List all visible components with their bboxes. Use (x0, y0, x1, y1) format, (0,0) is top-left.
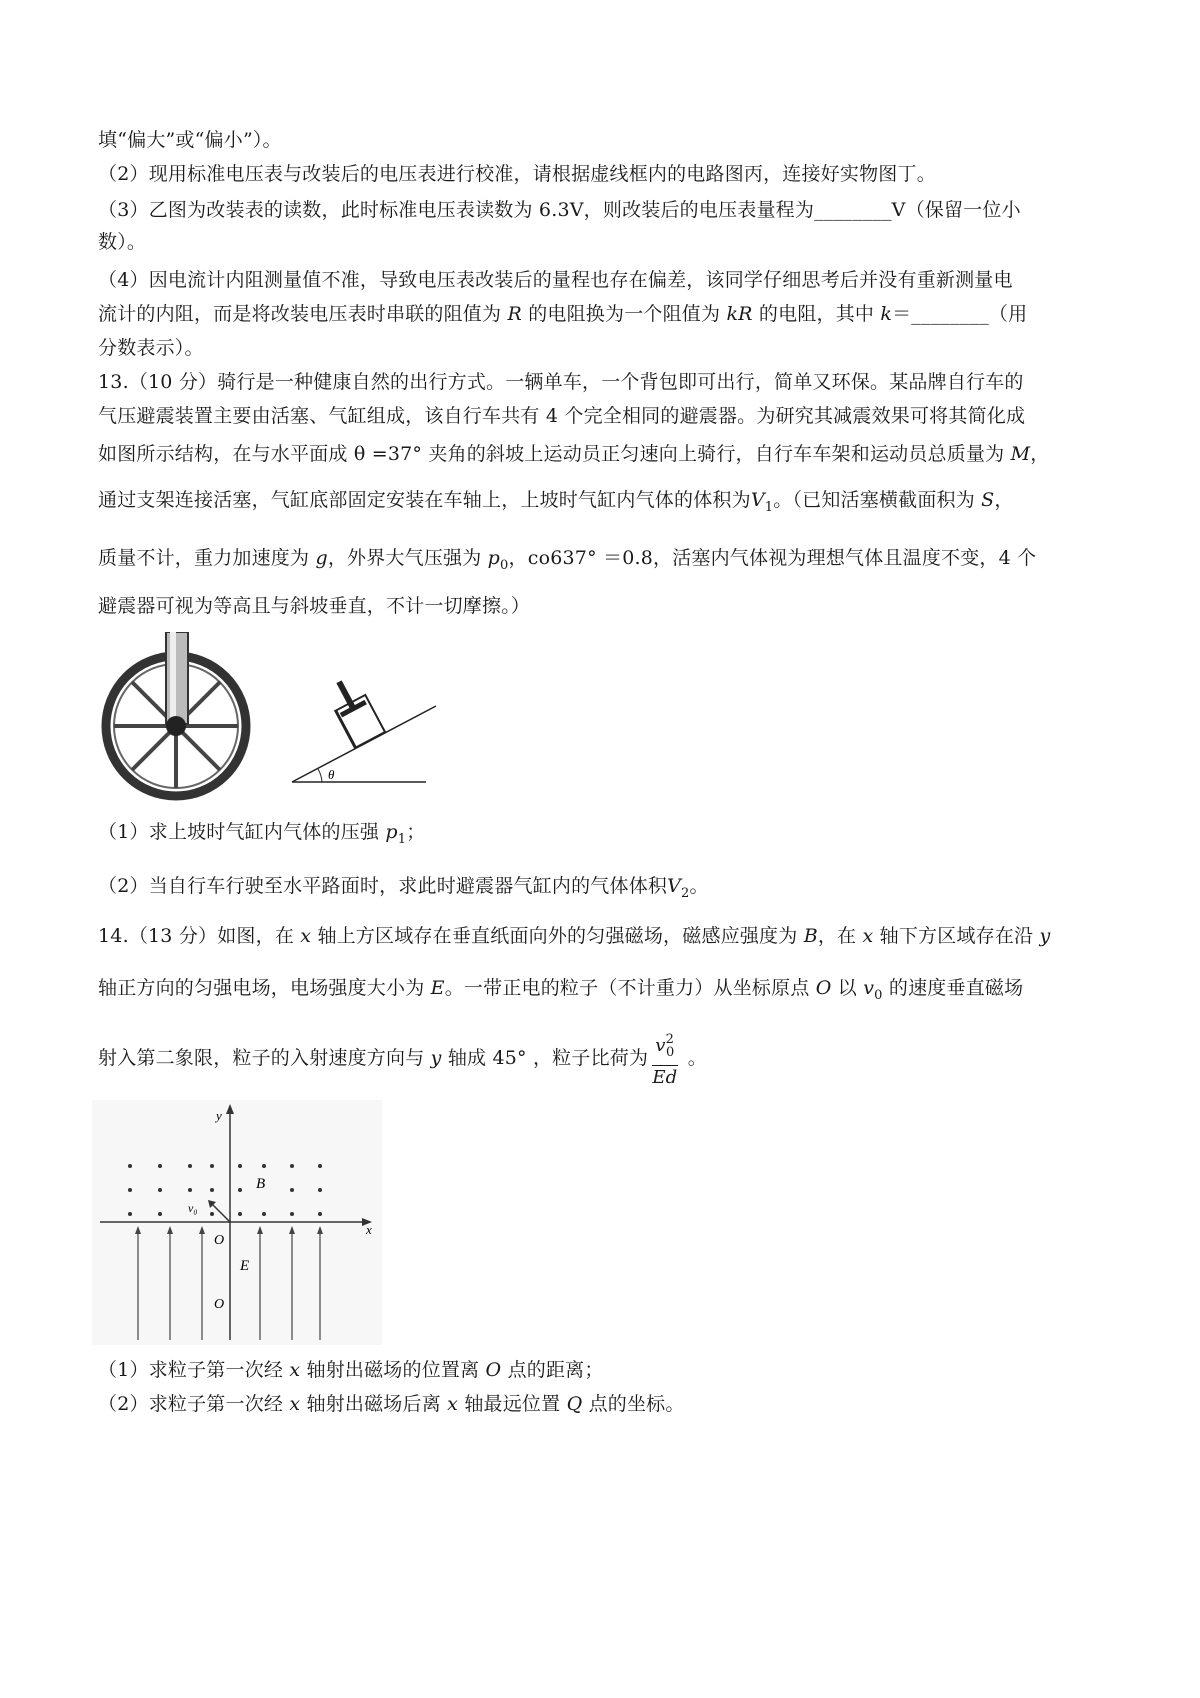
theta-label: θ (328, 767, 335, 782)
q13-line-6: 避震器可视为等高且与斜坡垂直，不计一切摩擦。） (98, 595, 531, 617)
q12-part-3-cont: 数）。 (98, 231, 147, 253)
field-B-label: B (256, 1176, 266, 1192)
q14-figure (92, 1100, 382, 1345)
point-O-label: O (214, 1297, 225, 1312)
x-axis-label: x (366, 1222, 372, 1237)
q12-part-3: （3）乙图为改装表的读数，此时标准电压表读数为 6.3V，则改装后的电压表量程为________V（保留一位小 (98, 199, 1021, 221)
q12-tail: 填“偏大”或“偏小”）。 (98, 129, 282, 151)
q14-line-3: 射入第二象限，粒子的入射速度方向与 y 轴成 45° ，粒子比荷为 $\frac{v^2_0}{Ed}$ 。 (98, 1028, 1118, 1084)
q12-part-4-end: 分数表示）。 (98, 337, 204, 359)
q14-line-1: 14.（13 分）如图，在 x 轴上方区域存在垂直纸面向外的匀强磁场，磁感应强度为 B，在 x 轴下方区域存在沿 y (98, 925, 1051, 947)
q12-part-4-cont: 流计的内阻，而是将改装电压表时串联的阻值为 R 的电阻换为一个阻值为 kR 的电阻，其中 k＝________（用 (98, 303, 1028, 325)
q14-question-1: （1）求粒子第一次经 x 轴射出磁场的位置离 O 点的距离； (98, 1359, 604, 1381)
q13-line-4: 通过支架连接活塞，气缸底部固定安装在车轴上，上坡时气缸内气体的体积为$V_1$。（已知活塞横截面积为 S， (98, 489, 1014, 515)
q13-line-5: 质量不计，重力加速度为 g，外界大气压强为 $p_0$，co637° ＝0.8，活塞内气体视为理想气体且温度不变，4 个 (98, 547, 1037, 573)
q13-question-2: （2）当自行车行驶至水平路面时，求此时避震器气缸内的气体体积$V_2$。 (98, 875, 709, 901)
charge-mass-ratio-fraction: $\frac{v^2_0}{Ed}$ (652, 1028, 677, 1090)
q14-question-2: （2）求粒子第一次经 x 轴射出磁场后离 x 轴最远位置 Q 点的坐标。 (98, 1393, 685, 1415)
field-E-label: E (240, 1258, 250, 1274)
q13-line-3: 如图所示结构，在与水平面成 θ =37° 夹角的斜坡上运动员正匀速向上骑行，自行车车架和运动员总质量为 M， (98, 443, 1050, 465)
q13-line-2: 气压避震装置主要由活塞、气缸组成，该自行车共有 4 个完全相同的避震器。为研究其减震效果可将其简化成 (98, 405, 1026, 427)
q14-line-2: 轴正方向的匀强电场，电场强度大小为 E。一带正电的粒子（不计重力）从坐标原点 O 以 $v_0$ 的速度垂直磁场 (98, 977, 1024, 1003)
q12-part-2: （2）现用标准电压表与改装后的电压表进行校准，请根据虚线框内的电路图丙，连接好实物图丁。 (98, 163, 936, 185)
v0-label: v₀ (188, 1201, 198, 1215)
q12-part-4: （4）因电流计内阻测量值不准，导致电压表改装后的量程也存在偏差，该同学仔细思考后并没有重新测量电 (98, 269, 1013, 291)
y-axis-label: y (216, 1108, 222, 1123)
q13-figure (96, 632, 496, 810)
origin-O-label: O (214, 1233, 225, 1248)
q13-question-1: （1）求上坡时气缸内气体的压强 $p_1$； (98, 821, 426, 847)
q13-line-1: 13.（10 分）骑行是一种健康自然的出行方式。一辆单车，一个背包即可出行，简单又环保。某品牌自行车的 (98, 371, 1024, 393)
